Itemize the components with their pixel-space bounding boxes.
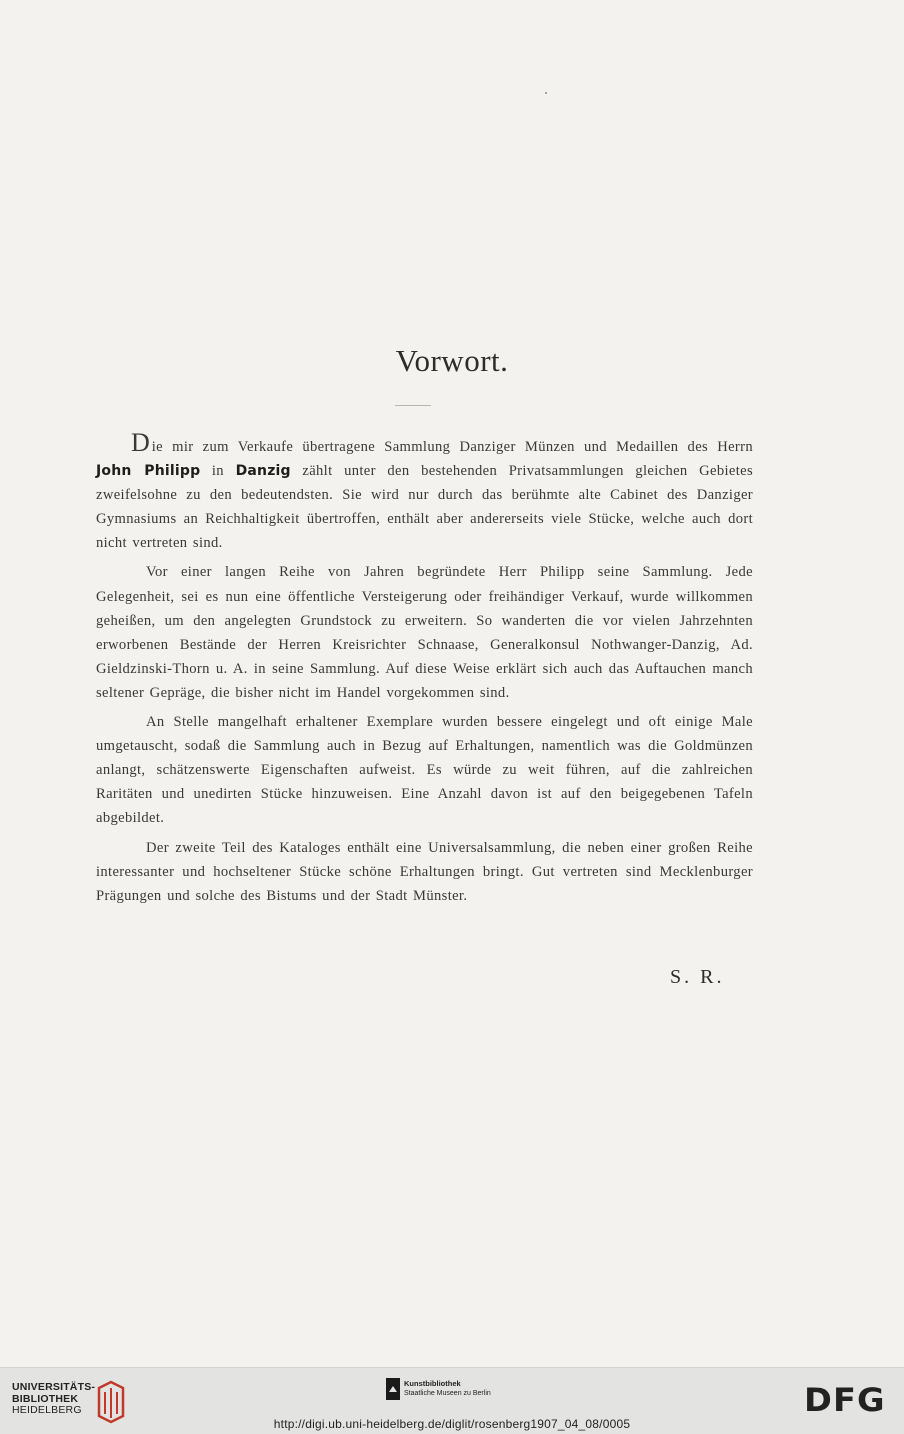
paragraph-1	[96, 428, 754, 555]
library-line-1: UNIVERSITÄTS-	[12, 1381, 96, 1393]
page-title: Vorwort.	[395, 343, 509, 378]
permalink-url[interactable]: http://digi.ub.uni-heidelberg.de/diglit/rosenberg1907_04_08/0005	[273, 1417, 631, 1431]
paragraph-4: Der zweite Teil des Kataloges enthält eine Universalsammlung, die neben einer großen Reihe interessanter und hochseltener Stücke schöne Erhaltungen bringt. Gut vertreten sind Mecklenburger Prägungen und solche des Bistums und der Stadt Münster.	[96, 839, 753, 904]
kunstbibliothek-text	[404, 1379, 491, 1398]
collector-name: John Philipp	[96, 463, 201, 480]
dfg-logo: DFG	[804, 1381, 886, 1419]
heidelberg-library-logo-text	[12, 1382, 95, 1417]
library-line-3: HEIDELBERG	[12, 1404, 82, 1416]
kb-line-2: Staatliche Museen zu Berlin	[404, 1390, 491, 1397]
signature: S. R.	[670, 966, 725, 988]
kunstbibliothek-icon	[386, 1378, 400, 1400]
title-divider	[395, 405, 431, 406]
paragraph-1-text-c: zählt unter den bestehenden Privatsammlungen gleichen Gebietes zweifelsohne zu den bedeutendsten. Sie wird nur durch das berühmte alte Cabinet des Danziger Gymnasiums an Reichhaltigkeit übertroffen, enthält aber andererseits viele Stücke, welche auch dort nicht vertreten sind.	[96, 463, 754, 552]
library-line-2: BIBLIOTHEK	[12, 1392, 79, 1405]
dropcap: D	[131, 428, 150, 457]
kb-line-1: Kunstbibliothek	[404, 1379, 461, 1388]
paragraph-2: Vor einer langen Reihe von Jahren begründete Herr Philipp seine Sammlung. Jede Gelegenheit, sei es nun eine öffentliche Versteigerung oder freihändiger Verkauf, wurde willkommen geheißen, um den angelegten Grundstock zu erweitern. So wanderten die vor vielen Jahrzehnten erworbenen Bestände der Herren Kreisrichter Schnaase, Generalkonsul Nothwanger-Danzig, Ad. Gieldzinski-Thorn u. A. in seine Sammlung. Auf diese Weise erklärt sich auch das Auftauchen manch seltener Gepräge, die bisher nicht im Handel vorgekommen sind.	[96, 564, 753, 701]
footer-bar	[0, 1367, 904, 1434]
paragraph-3: An Stelle mangelhaft erhaltener Exemplare wurden bessere eingelegt und oft einige Male umgetauscht, sodaß die Sammlung auch in Bezug auf Erhaltungen, namentlich was die Goldmünzen anlangt, schätzenswerte Eigenschaften aufweist. Es würde zu weit führen, auf die zahlreichen Raritäten und unedirten Stücke hinzuweisen. Eine Anzahl davon ist auf den beigegebenen Tafeln abgebildet.	[96, 714, 753, 827]
paragraph-1-text-a: ie mir zum Verkaufe übertragene Sammlung Danziger Münzen und Medaillen des Herrn	[151, 439, 753, 455]
paragraph-1-text-b: in	[200, 463, 236, 480]
collector-city: Danzig	[235, 463, 291, 480]
body-text	[96, 428, 754, 913]
speck	[545, 92, 547, 94]
